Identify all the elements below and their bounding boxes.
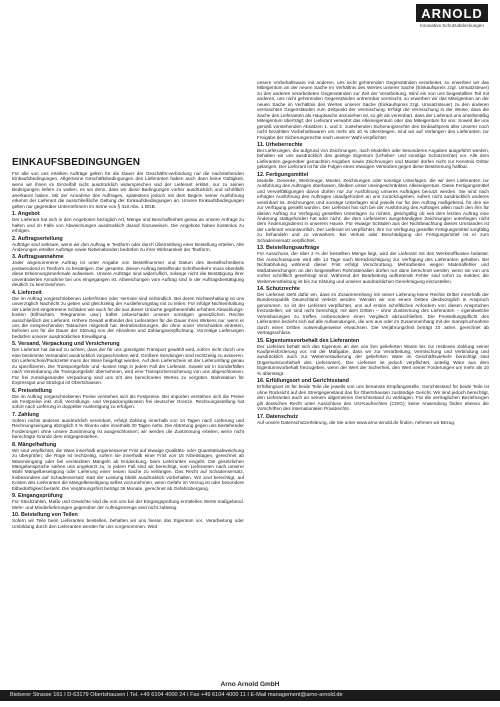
section-16-text: Erfüllungsort ist für beide Teile die jeweils von uns benannte Empfangsstelle. Gerichtsstand für beide Teile ist ohne Rücksicht auf den Streitgegenstand das für Obertshausen zuständige Gericht. Wir sind jedoch berechtigt, den Lieferanten auch an seinem allgemeinen Gerichtsstand zu verklagen. Für die vertraglichen Beziehungen gilt deutsches Recht unter Ausschluss des UN-Kaufrechtes (CISG); keine Anwendung finden ebenso die Vorschriften des internationalen Privatrechts. <box>257 384 489 412</box>
section-7-text: Sofern nichts anderes ausdrücklich vereinbart, erfolgt Zahlung innerhalb von 14 Tagen nach Lieferung und Rechnungseingang abzüglich 3 % Skonto oder innerhalb 30 Tagen netto. Die Abtretung gegen uns bestehender Forderungen ohne unsere Zustimmung ist ausgeschlossen; wir werden die Zustimmung erteilen, wenn nicht berechtigte Gründe dem entgegenstehen. <box>12 417 244 440</box>
section-11-text: Bei Lieferungen, die aufgrund von Zeichnungen, nach Modellen oder besonderen Angaben ausgeführt werden, behalten wir uns ausdrücklich das geistige Eigentum (Urheber- und sonstige Schutzrechte) vor. Alle dem Lieferanten gegenüber gemachten Angaben sowie Zeichnungen und Muster dürfen nicht zur Kenntnis Dritter gelangen. Der Lieferant ist für die Folgen eines etwaigen Verstoßes gegen diese Bestimmung haftbar. <box>257 147 489 170</box>
section-1-title: 1. Angebot <box>12 211 40 218</box>
section-5-text: Der Lieferant hat darauf zu achten, dass der für uns günstigste Transport gewählt wird, sofern nicht durch uns eine bestimmte Versandart ausdrücklich vorgeschrieben wird. Größere Sendungen sind rechtzeitig zu avisieren. Ein Lieferschein/Packzettel muss der Ware beigefügt werden. Auf dem Lieferschein ist der Lieferumfang genau zu spezifizieren. Die Transportgefahr und -kosten trägt in jedem Fall der Lieferant. Soweit wir in Sonderfällen nach Vereinbarung die Transportgefahr übernehmen, wird eine Transportversicherung von uns abgeschlossen. Für frei zurückgesandte Verpackung sind uns 2/3 des berechneten Wertes zu vergüten. Bahnstation für Expressgut und Stückgut ist Obertshausen. <box>12 347 244 386</box>
logo-tagline: Innovative Schutzabdeckungen <box>420 23 484 28</box>
section-14-text: Der Lieferant steht dafür ein, dass im Zusammenhang mit seiner Lieferung keine Rechte Dritter innerhalb der Bundesrepublik Deutschland verletzt werden. Werden wir von einem Dritten diesbezüglich in Anspruch genommen, so ist der Lieferant verpflichtet, uns auf erstes schriftliches Anfordern von diesen Ansprüchen freizustellen; wir sind nicht berechtigt, mit dem Dritten – ohne Zustimmung des Lieferanten – irgendwelche Vereinbarungen zu treffen, insbesondere einen Vergleich abzuschließen. Die Freistellungspflicht des Lieferanten bezieht sich auf alle Aufwendungen, die uns aus oder im Zusammenhang mit der Inanspruchnahme durch einen Dritten notwendigerweise erwachsen. Die Verjährungsfrist beträgt 10 Jahre, gerechnet ab Vertragsschluss. <box>257 291 489 336</box>
company-logo <box>416 4 488 28</box>
footer-address: Bieberer Strasse 161 I D-63179 Obertshausen I Tel. +49 6104 4000 24 I Fax +49 6104 4000 11 I E-Mail management@arno-arnold.de <box>10 692 343 698</box>
section-12-text: Modelle, Gesenke, Werkzeuge, Muster, Zeichnungen oder sonstige Unterlagen, die wir dem Lieferanten zur Ausführung des Auftrages überlassen, bleiben unser uneingeschränktes Alleineigentum. Diese Fertigungsmittel und Vervielfältigungen davon dürfen nur zur Ausführung unseres Auftrages benutzt werden. Sie sind nach erfolgter Ausführung des Auftrages unaufgefordert an uns zurückzugeben, sofern nicht ausdrücklich anderes vereinbart ist. Zeichnungen und sonstige Unterlagen sind jeweils nur für den Auftrag maßgebend, für den sie zur Verfügung gestellt wurden. Der Lieferant hat sich bei der Ausführung des Auftrages allein nach den ihm für diesen Auftrag zur Verfügung gestellten Unterlagen zu richten, gleichgültig ob seit dem letzten Auftrag eine Änderung stattgefunden hat oder nicht; die dem Lieferanten ausgehändigten Zeichnungen unterliegen nicht dem Änderungsdienst in unserem Hause. Für etwaige Schäden aus der Nichtbeachtung dieses Umstandes ist der Lieferant verantwortlich. Der Lieferant ist verpflichtet, ihm zur Verfügung gestellte Fertigungsmittel sorgfältig zu behandeln und zu verwahren. Bei Verlust oder Beschädigung der Fertigungsmittel ist er zum Schadensersatz verpflichtet. <box>257 177 489 243</box>
section-4-text: Die im Auftrag vorgeschriebenen Lieferfristen oder -termine sind verbindlich. Bei deren Nichteinhaltung ist uns unverzüglich Nachricht zu geben und gleichzeitig der Auslieferungstag mit zu teilen. Für infolge Nichteinhaltung der Lieferzeit eingetretene Schäden wie auch für die aus dieser Ursache gegebenenfalls erhöhten Abwicklungs-kosten (Eilfrachten, Telegramme usw.) haftet unbeschadet unserer sonstigen gesetzlichen Rechte ausschließlich der Lieferant. Höhere Gewalt entbindet den Lieferanten für die Dauer ihres Wirkens nur, wenn er uns die entsprechenden Tatsachen mitgeteilt hat. Betriebsstörungen, die ohne unser Verschulden eintreten, befreien uns für die Dauer der Störung von der Abnahme und Zahlungsverpflichtung. Vorzeitige Lieferungen bedürfen unserer ausdrücklichen Einwilligung. <box>12 295 244 339</box>
section-10-text: Sofern wir Teile beim Lieferanten beistellen, behalten wir uns hieran das Eigentum vor. Verarbeitung oder Umbildung durch den Lieferanten werden für uns vorgenommen. Wird <box>12 518 244 529</box>
section-15-title: 15. Eigentumsvorbehalt des Lieferanten <box>257 337 360 344</box>
section-15-text: Der Lieferant behält sich das Eigentum an den von ihm gelieferten Waren bis zur restlosen Zahlung seiner Kaufpreisforderung vor, mit der Maßgabe, dass wir zur Verarbeitung, Vermischung und Verbindung und ausdrücklich auch zur Weiterveräußerung der gelieferten Ware im Geschäftsverkehr berechtigt sind (Eigentumsvorbehalt des Lieferanten). Der Lieferant ist jedoch verpflichtet, anteilig Ware aus dem Eigentumsvorbehalt freizugeben, wenn der Wert der Sicherheit, den Wert seiner Forderungen um mehr als 10 % übersteigt. <box>257 343 489 376</box>
footer-contact-bar <box>0 690 500 701</box>
section-8-text: Wir sind verpflichtet, die Ware innerhalb angemessener Frist auf etwaige Qualitäts- oder Quantitätsabweichung zu überprüfen; die Rüge ist rechtzeitig, sofern sie innerhalb einer Frist von 15 Arbeitstagen, gerechnet ab Wareneingang oder bei versteckten Mängeln ab Entdeckung, beim Lieferanten eingeht. Die gesetzlichen Mängelansprüche stehen uns ungekürzt zu; in jedem Fall sind wir berechtigt, vom Lieferanten nach unserer Wahl Mängelbeseitigung oder Lieferung einer neuen Sache zu verlangen. Das Recht auf Schadensersatz, insbesondere auf Schadensersatz statt der Leistung bleibt ausdrücklich vorbehalten. Wir sind berechtigt, auf Kosten des Lieferanten die Mängelbeseitigung selbst vorzunehmen, wenn Gefahr im Verzug ist oder besondere Eilbedürftigkeit besteht. Die Verjährungsfrist beträgt 36 Monate, gerechnet ab Gefahrübergang. <box>12 447 244 491</box>
section-2-text: Aufträge sind wirksam, wenn wir den Auftrag in Textform oder durch Übermittlung einer Bestellung erteilen. Alle Änderungen erteilter Aufträge sowie Nebenabreden bedürfen zu ihrer Wirksamkeit der Textform. <box>12 241 244 252</box>
section-5-title: 5. Versand, Verpackung und Versicherung <box>12 341 120 348</box>
section-1-text: Der Lieferant hat sich in den Angeboten bezüglich Art, Menge und Beschaffenheit genau an unsere Anfrage zu halten und im Falle von Abweichungen ausdrücklich darauf hinzuweisen. Die Angebote haben kostenlos zu erfolgen. <box>12 217 244 234</box>
section-4-title: 4. Lieferzeit <box>12 289 42 296</box>
intro-paragraph: Für alle von uns erteilten Aufträge gelten für die Dauer der Geschäfts-verbindung nur die nachstehenden Einkaufsbedingungen. Allgemeine Geschäftsbedingungen des Lieferanten haben auch dann keine Gültigkeit, wenn wir ihnen im Einzelfall nicht ausdrücklich widersprechen und der Lieferant erklärt, nur zu seinen Bedingungen liefern zu wollen, es sei denn, dass wir diese Bedingungen vorher ausdrücklich und schriftlich anerkannt haben. Mit der Annahme des Auftrages, spätestens jedoch mit dem Beginn seiner Ausführung erkennt der Lieferant die ausschließliche Geltung der Einkaufsbedingungen an. Unsere Einkaufsbedingungen gelten nur gegenüber Unternehmern im Sinne von § 310 Abs. 1 BGB. <box>12 171 244 209</box>
section-12-title: 12. Fertigungsmittel <box>257 171 309 178</box>
section-10-title: 10. Beistellung von Teilen <box>12 512 78 519</box>
section-9-text: Für Stückzahlen, Maße und Gewichte sind die von uns bei der Eingangsprüfung ermittelten Werte maßgebend. Mehr- und Minderlieferungen gegenüber der Auftragsmenge sind nicht zulässig. <box>12 499 244 510</box>
section-3-title: 3. Auftragsannahme <box>12 254 64 261</box>
section-8-title: 8. Mängelhaftung <box>12 441 57 448</box>
left-column <box>12 171 244 687</box>
section-14-title: 14. Schutzrechte <box>257 285 300 292</box>
section-2-title: 2. Auftragserteilung <box>12 235 63 242</box>
footer-company-name: Arno Arnold GmbH <box>220 681 280 688</box>
section-6-text: Die im Auftrag vorgeschriebenen Preise verstehen sich als Festpreise. Bei Importen verstehen sich die Preise als Festpreise inkl. Zoll, Verzollungs- und Verpackungskosten frei deutscher Grenze. Rechnungsstellung hat sofort nach Lieferung in doppelter Ausfertigung zu erfolgen. <box>12 393 244 410</box>
section-3-text: Jeder angenommene Auftrag ist unter Angabe von Bestellnummer und Datum des Bestellschreibens postwendend in Textform zu bestätigen. Der gesamte, diesen Auftrag betreffende Schriftverkehr muss ebenfalls diese Erkennungsmerkmale aufweisen. Unsere Aufträge sind widerruflich, solange nicht die Bestätigung ihrer unveränderten Annahme bei uns eingegangen ist. Abweichungen vom Auftrag sind in der Auftragsbestätigung deutlich zu kennzeichnen. <box>12 260 244 288</box>
section-13-title: 13. Beistellungsaufträge <box>257 245 320 252</box>
right-column <box>257 80 489 670</box>
logo-wordmark: ARNOLD <box>416 4 488 22</box>
section-11-title: 11. Urheberrechte <box>257 141 303 148</box>
section-7-title: 7. Zahlung <box>12 411 39 418</box>
section-13-text: Für Ausschuss, der über 2 % der bestellten Menge liegt, wird der Lieferant mit den Werkstoffkosten belastet. Die Ausschussquote wird alle 14 Tage nach Berücksichtigung zur Verfügung des Lieferanten gehalten. Bei Nichtabholung während dieser Frist erfolgt Verschrottung. Mehrarbeiten wegen Materialfehler und Maßabweichungen an den beigestellten Rohmaterialien dürfen nur dann berechnet werden, wenn sie von uns vorher schriftlich genehmigt sind. Während der Bearbeitung auftretende Fehler sind sofort zu melden; die Weiterverarbeitung ist bis zur Klärung und unserer ausdrücklichen Genehmigung einzustellen. <box>257 251 489 284</box>
section-9-title: 9. Eingangsprüfung <box>12 493 63 500</box>
section-10-continued: unsere Vorbehaltsware mit anderen, uns nicht gehörenden Gegenständen verarbeitet, so erwerben wir das Miteigentum an der neuen Sache im Verhältnis des Wertes unserer Sache (Einkaufspreis zzgl. Umsatzsteuer) zu den anderen verarbeiteten Gegenständen zur Zeit der Verarbeitung. Wird ein von uns beigestelltes Teil mit anderen, uns nicht gehörenden Gegenständen untrennbar vermischt, so erwerben wir das Miteigentum an der neuen Sache im Verhältnis des Wertes unserer Sache (Einkaufspreis zzgl. Umsatzsteuer) zu den anderen vermischten Gegenständen zum Zeitpunkt der Vermischung. Erfolgt die Vermischung in der Weise, dass die Sache des Lieferanten als Hauptsache anzusehen ist, so gilt als vereinbart, dass der Lieferant uns anteilsmäßig Miteigentum überträgt; der Lieferant verwahrt das Alleineigentum oder das Miteigentum für uns. Soweit die uns gemäß vorstehenden Absätzen 1. und 2. zustehenden Sicherungsrechte den Einkaufspreis aller unserer noch nicht bezahlten Vorbehaltswaren um mehr als 10 % übersteigen, sind wir auf Verlangen des Lieferanten zur Freigabe der Sicherungsrechte nach unserer Wahl verpflichtet. <box>257 80 489 140</box>
section-16-title: 16. Erfüllungsort und Gerichtsstand <box>257 378 349 385</box>
section-17-text: Auf unsere Datenschutzerklärung, die Sie unter www.arno-arnold.de finden, nehmen wir Bezug. <box>257 419 456 425</box>
section-6-title: 6. Preisstellung <box>12 387 52 394</box>
page-title: EINKAUFSBEDINGUNGEN <box>12 157 141 168</box>
section-17-title: 17. Datenschutz <box>257 413 299 420</box>
